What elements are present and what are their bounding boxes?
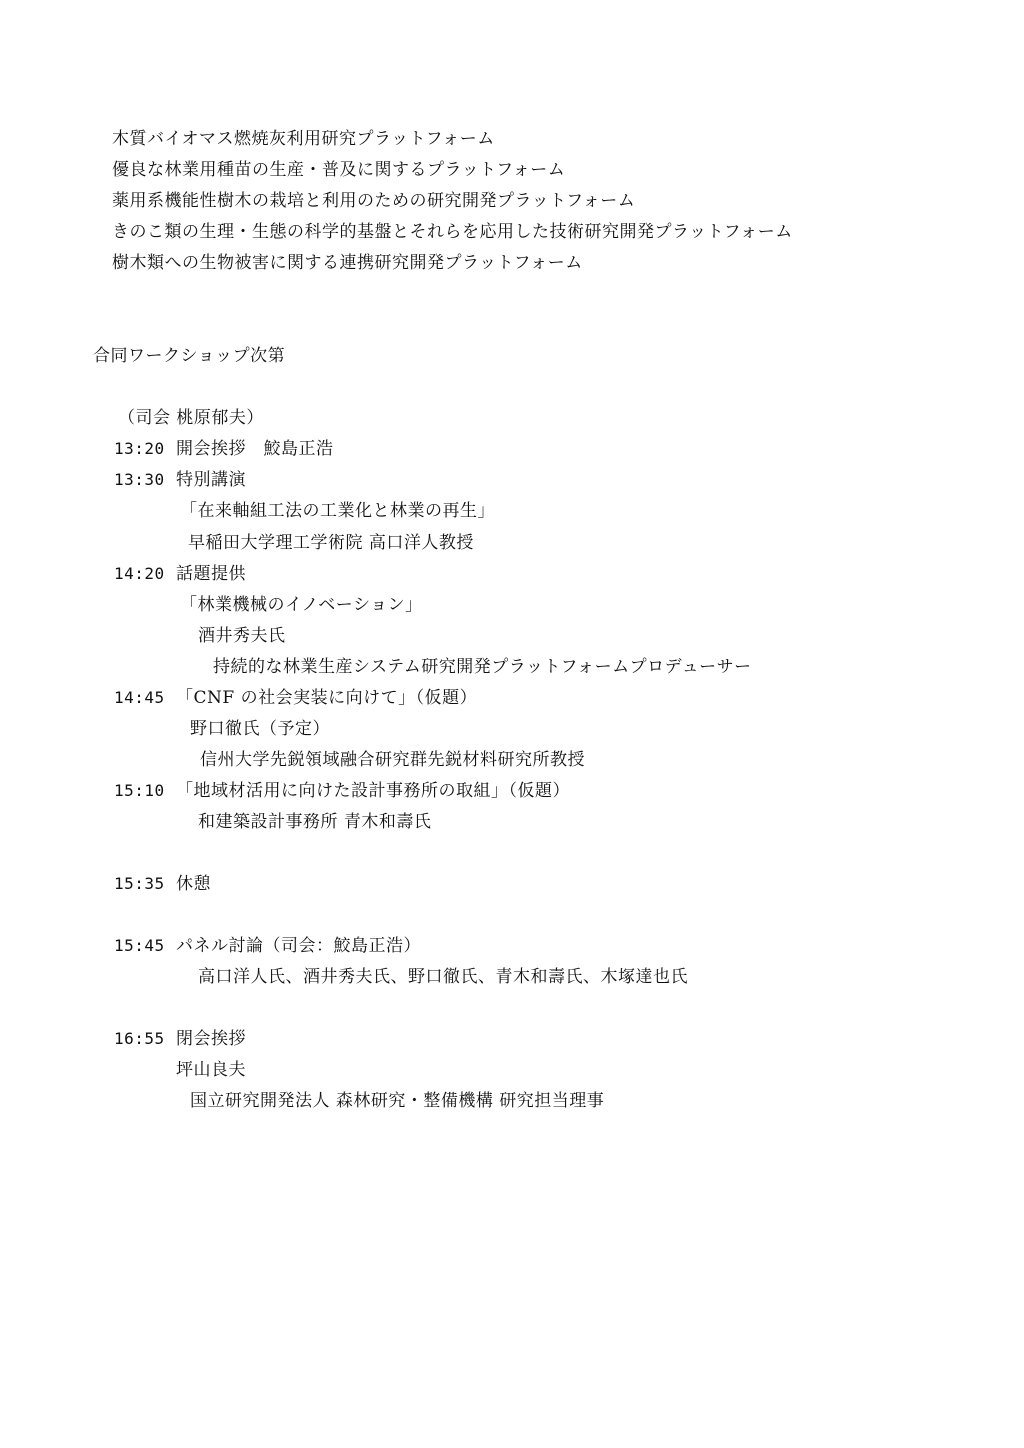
schedule-time: 14:20 — [114, 564, 165, 583]
schedule-row — [114, 687, 477, 709]
schedule-row — [114, 780, 570, 802]
schedule-detail: 和建築設計事務所 青木和壽氏 — [198, 812, 432, 832]
schedule-time: 13:30 — [114, 470, 165, 489]
schedule-text: 特別講演 — [176, 470, 246, 490]
schedule-row — [114, 438, 334, 460]
schedule-detail: 高口洋人氏、酒井秀夫氏、野口徹氏、青木和壽氏、木塚達也氏 — [198, 967, 688, 987]
platform-item: 薬用系機能性樹木の栽培と利用のための研究開発プラットフォーム — [112, 191, 636, 211]
schedule-row — [114, 1028, 246, 1050]
schedule-detail: 持続的な林業生産システム研究開発プラットフォームプロデューサー — [213, 657, 752, 677]
schedule-text: 「CNF の社会実装に向けて」（仮題） — [176, 688, 478, 708]
platform-item: 木質バイオマス燃焼灰利用研究プラットフォーム — [112, 129, 495, 149]
schedule-detail: 「林業機械のイノベーション」 — [180, 595, 423, 615]
schedule-detail: 坪山良夫 — [176, 1060, 246, 1080]
schedule-detail: 国立研究開発法人 森林研究・整備機構 研究担当理事 — [190, 1091, 605, 1111]
schedule-text: 開会挨拶 鮫島正浩 — [176, 439, 334, 459]
schedule-time: 16:55 — [114, 1029, 165, 1048]
schedule-row — [114, 935, 421, 957]
schedule-time: 15:45 — [114, 936, 165, 955]
schedule-detail: 「在来軸組工法の工業化と林業の再生」 — [180, 501, 495, 521]
schedule-row — [114, 563, 246, 585]
schedule-text: 話題提供 — [176, 564, 246, 584]
schedule-row — [114, 873, 211, 895]
schedule-detail: 酒井秀夫氏 — [198, 626, 286, 646]
schedule-detail: 早稲田大学理工学術院 高口洋人教授 — [188, 533, 474, 553]
schedule-text: 「地域材活用に向けた設計事務所の取組」（仮題） — [176, 781, 570, 801]
schedule-detail: 信州大学先鋭領域融合研究群先鋭材料研究所教授 — [200, 750, 585, 770]
platform-item: 優良な林業用種苗の生産・普及に関するプラットフォーム — [112, 160, 566, 180]
schedule-time: 15:35 — [114, 874, 165, 893]
schedule-row — [114, 469, 246, 491]
schedule-text: 閉会挨拶 — [176, 1029, 246, 1049]
schedule-time: 14:45 — [114, 688, 165, 707]
schedule-detail: 野口徹氏（予定） — [190, 719, 330, 739]
schedule-time: 15:10 — [114, 781, 165, 800]
schedule-text: 休憩 — [176, 874, 211, 894]
schedule-text: パネル討論（司会：鮫島正浩） — [176, 936, 421, 956]
platform-item: 樹木類への生物被害に関する連携研究開発プラットフォーム — [112, 253, 583, 273]
program-moderator: （司会 桃原郁夫） — [118, 408, 264, 428]
program-heading: 合同ワークショップ次第 — [93, 346, 286, 366]
platform-item: きのこ類の生理・生態の科学的基盤とそれらを応用した技術研究開発プラットフォーム — [112, 222, 793, 242]
schedule-time: 13:20 — [114, 439, 165, 458]
